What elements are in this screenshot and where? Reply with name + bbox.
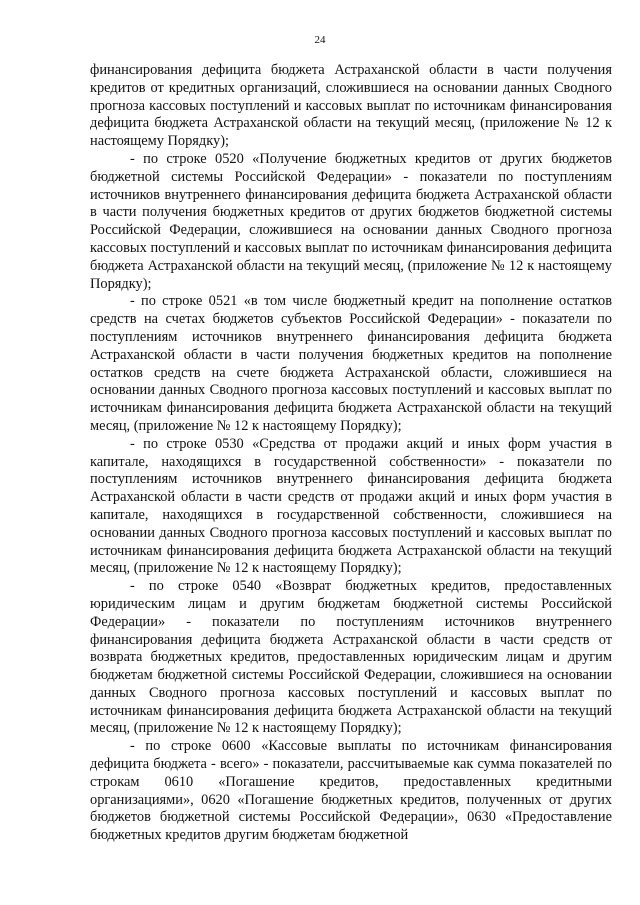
- paragraph-line-0540: - по строке 0540 «Возврат бюджетных кредитов, предоставленных юридическим лицам и другим бюджетам бюджетной системы Российской Федерации» - показатели по поступлениям источников внутреннего финансирования дефицита бюджета Астраханской области в части средств от возврата бюджетных кредитов, предоставленных юридическим лицам и другим бюджетам бюджетной системы Российской Федерации, сложившиеся на основании данных Сводного прогноза кассовых поступлений и кассовых выплат по источникам финансирования дефицита бюджета Астраханской области на текущий месяц, (приложение № 12 к настоящему Порядку);: [90, 578, 612, 737]
- paragraph-line-0600: - по строке 0600 «Кассовые выплаты по источникам финансирования дефицита бюджета - всего» - показатели, рассчитываемые как сумма показателей по строкам 0610 «Погашение кредитов, предоставленных кредитными организациями», 0620 «Погашение бюджетных кредитов, полученных от других бюджетов бюджетной системы Российской Федерации», 0630 «Предоставление бюджетных кредитов другим бюджетам бюджетной: [90, 738, 612, 844]
- paragraph-line-0521: - по строке 0521 «в том числе бюджетный кредит на пополнение остатков средств на счетах бюджетов субъектов Российской Федерации» - показатели по поступлениям источников внутреннего финансирования дефицита бюджета Астраханской области в части получения бюджетных кредитов на пополнение остатков средств на счете бюджета Астраханской области, сложившиеся на основании данных Сводного прогноза кассовых поступлений и кассовых выплат по источникам финансирования дефицита бюджета Астраханской области на текущий месяц, (приложение № 12 к настоящему Порядку);: [90, 293, 612, 434]
- paragraph-continuation: финансирования дефицита бюджета Астраханской области в части получения кредитов от кредитных организаций, сложившиеся на основании данных Сводного прогноза кассовых поступлений и кассовых выплат по источникам финансирования дефицита бюджета Астраханской области на текущий месяц, (приложение № 12 к настоящему Порядку);: [90, 62, 612, 150]
- page-number: 24: [314, 34, 326, 46]
- paragraph-line-0520: - по строке 0520 «Получение бюджетных кредитов от других бюджетов бюджетной системы Российской Федерации» - показатели по поступлениям источников внутреннего финансирования дефицита бюджета Астраханской области в части получения бюджетных кредитов от других бюджетов бюджетной системы Российской Федерации, сложившиеся на основании данных Сводного прогноза кассовых поступлений и кассовых выплат по источникам финансирования дефицита бюджета Астраханской области на текущий месяц, (приложение № 12 к настоящему Порядку);: [90, 150, 612, 292]
- paragraph-line-0530: - по строке 0530 «Средства от продажи акций и иных форм участия в капитале, находящихся в государственной собственности» - показатели по поступлениям источников внутреннего финансирования дефицита бюджета Астраханской области в части средств от продажи акций и иных форм участия в капитале, находящихся в государственной собственности, сложившиеся на основании данных Сводного прогноза кассовых поступлений и кассовых выплат по источникам финансирования дефицита бюджета Астраханской области на текущий месяц, (приложение № 12 к настоящему Порядку);: [90, 435, 612, 577]
- body-text: [90, 62, 612, 845]
